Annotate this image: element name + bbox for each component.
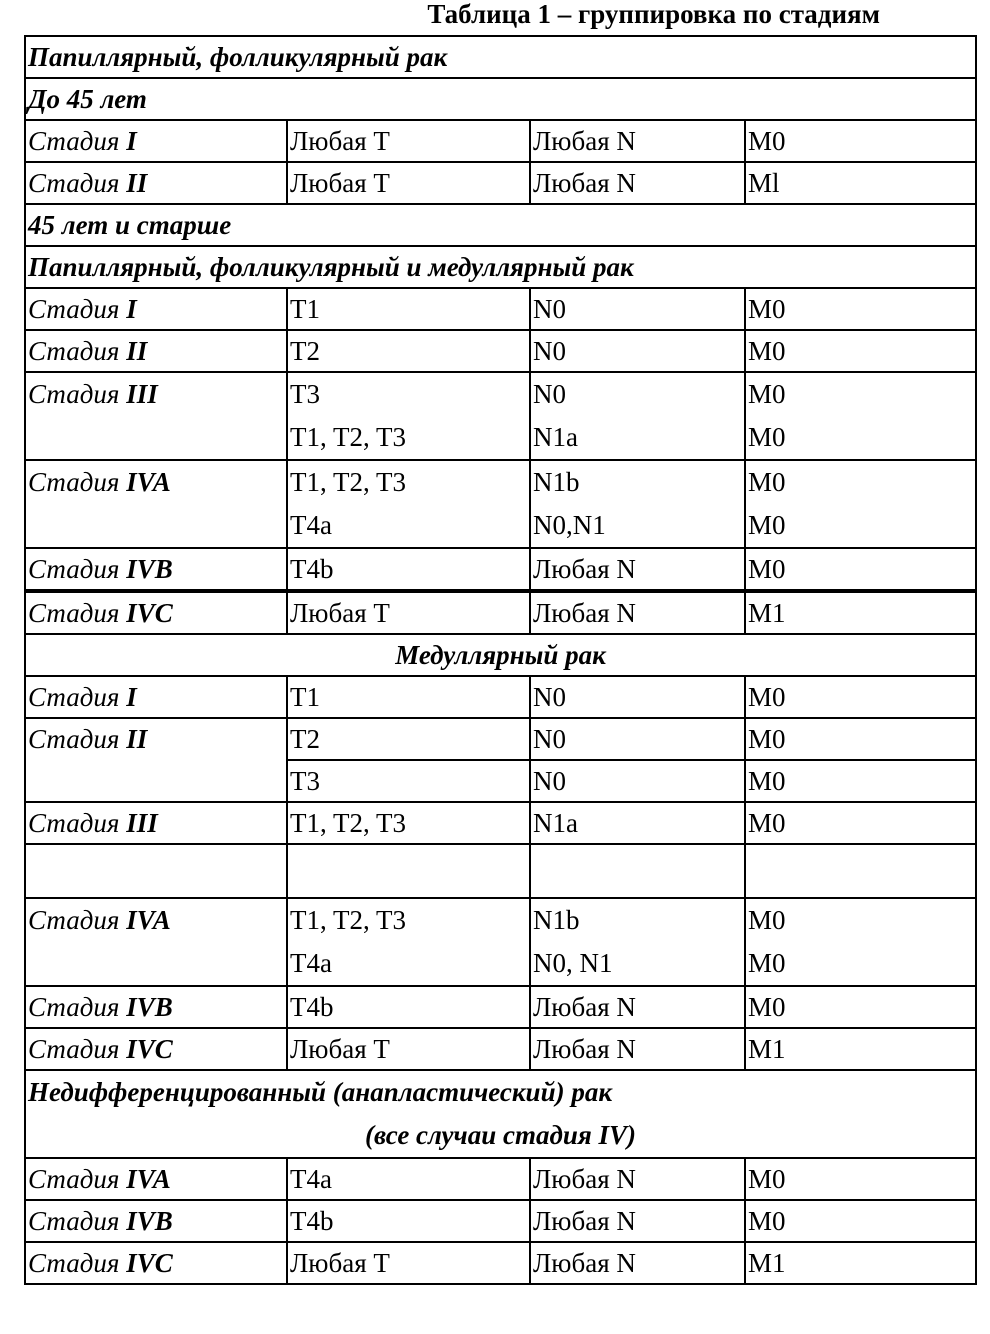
n-cell	[530, 898, 745, 986]
table-row	[25, 634, 976, 676]
m-cell	[745, 1158, 976, 1200]
m-value: M0	[748, 992, 786, 1022]
n-value: N1a	[533, 808, 578, 838]
t-value: Любая T	[290, 168, 390, 198]
table-row	[25, 460, 976, 548]
table-caption: Таблица 1 – группировка по стадиям	[427, 0, 880, 29]
t-value: T4b	[290, 554, 334, 584]
stage-cell	[25, 802, 287, 844]
t-cell	[287, 330, 530, 372]
m-value: M0	[748, 379, 786, 409]
t-cell	[287, 676, 530, 718]
staging-table	[24, 35, 977, 1285]
stage-cell	[25, 460, 287, 548]
t-value: T4a	[290, 948, 332, 978]
stage-number: II	[126, 336, 148, 366]
t-cell	[287, 718, 530, 760]
m-cell	[745, 120, 976, 162]
stage-prefix: Стадия	[28, 554, 120, 584]
n-value: N0, N1	[533, 948, 613, 978]
t-cell	[287, 1158, 530, 1200]
n-value: N0	[533, 379, 566, 409]
m-value: M0	[748, 467, 786, 497]
m-cell	[745, 802, 976, 844]
n-value: Любая N	[533, 992, 636, 1022]
m-cell	[745, 330, 976, 372]
stage-prefix: Стадия	[28, 598, 120, 628]
t-value: T1	[290, 294, 320, 324]
stage-prefix: Стадия	[28, 808, 120, 838]
m-value: M0	[748, 336, 786, 366]
stage-prefix: Стадия	[28, 126, 120, 156]
stage-cell	[25, 372, 287, 460]
m-value: M1	[748, 1034, 786, 1064]
n-cell	[530, 591, 745, 634]
n-value: Любая N	[533, 554, 636, 584]
t-cell	[287, 548, 530, 591]
m-value: M1	[748, 1248, 786, 1278]
t-cell	[287, 986, 530, 1028]
t-value: T4b	[290, 1206, 334, 1236]
n-value: N0	[533, 336, 566, 366]
m-cell	[745, 718, 976, 760]
t-value: T3	[290, 379, 320, 409]
n-cell	[530, 548, 745, 591]
table-row	[25, 372, 976, 460]
stage-prefix: Стадия	[28, 905, 120, 935]
n-value: Любая N	[533, 168, 636, 198]
stage-number: II	[126, 168, 148, 198]
t-value: Любая T	[290, 598, 390, 628]
t-value: T1, T2, T3	[290, 808, 407, 838]
table-row	[25, 162, 976, 204]
m-cell	[745, 676, 976, 718]
table-row	[25, 288, 976, 330]
stage-cell	[25, 162, 287, 204]
t-cell	[287, 760, 530, 802]
n-cell	[530, 1200, 745, 1242]
t-cell	[287, 372, 530, 460]
table-row	[25, 548, 976, 591]
staging-table-body	[25, 36, 976, 1284]
stage-number: IVA	[126, 905, 171, 935]
n-value: N1b	[533, 905, 580, 935]
table-row	[25, 330, 976, 372]
table-row	[25, 78, 976, 120]
m-cell	[745, 548, 976, 591]
stage-cell	[25, 718, 287, 802]
empty-cell	[745, 844, 976, 898]
n-value: N0	[533, 294, 566, 324]
table-row	[25, 120, 976, 162]
n-value: N1b	[533, 467, 580, 497]
n-cell	[530, 120, 745, 162]
stage-cell	[25, 898, 287, 986]
stage-number: IVA	[126, 1164, 171, 1194]
section-header: 45 лет и старше	[25, 204, 976, 246]
m-value: M0	[748, 766, 786, 796]
t-value: T2	[290, 336, 320, 366]
stage-prefix: Стадия	[28, 682, 120, 712]
n-value: Любая N	[533, 1034, 636, 1064]
t-cell	[287, 802, 530, 844]
t-value: Любая T	[290, 1034, 390, 1064]
n-value: Любая N	[533, 598, 636, 628]
n-value: N1a	[533, 422, 578, 452]
t-cell	[287, 460, 530, 548]
n-cell	[530, 1028, 745, 1070]
m-value: M1	[748, 598, 786, 628]
section-header-line: (все случаи стадия IV)	[365, 1120, 637, 1150]
n-cell	[530, 676, 745, 718]
m-value: M0	[748, 1206, 786, 1236]
stage-number: I	[126, 126, 137, 156]
stage-number: IVC	[126, 598, 173, 628]
t-value: T2	[290, 724, 320, 754]
n-cell	[530, 460, 745, 548]
table-row	[25, 986, 976, 1028]
n-cell	[530, 330, 745, 372]
t-cell	[287, 1200, 530, 1242]
table-row	[25, 676, 976, 718]
stage-cell	[25, 330, 287, 372]
stage-prefix: Стадия	[28, 294, 120, 324]
empty-cell	[287, 844, 530, 898]
m-cell	[745, 591, 976, 634]
stage-cell	[25, 1028, 287, 1070]
t-cell	[287, 591, 530, 634]
stage-number: IVB	[126, 1206, 173, 1236]
stage-prefix: Стадия	[28, 1164, 120, 1194]
table-row	[25, 802, 976, 844]
t-value: Любая T	[290, 126, 390, 156]
t-value: T4a	[290, 510, 332, 540]
t-value: T3	[290, 766, 320, 796]
empty-cell	[25, 844, 287, 898]
m-value: M0	[748, 554, 786, 584]
table-row	[25, 718, 976, 760]
stage-number: IVC	[126, 1034, 173, 1064]
m-value: M0	[748, 422, 786, 452]
m-cell	[745, 460, 976, 548]
m-value: M0	[748, 682, 786, 712]
t-cell	[287, 288, 530, 330]
stage-number: I	[126, 294, 137, 324]
m-value: M0	[748, 808, 786, 838]
stage-cell	[25, 1158, 287, 1200]
m-value: M0	[748, 126, 786, 156]
m-value: M0	[748, 724, 786, 754]
table-row	[25, 591, 976, 634]
stage-cell	[25, 986, 287, 1028]
n-value: N0,N1	[533, 510, 606, 540]
stage-number: II	[126, 724, 148, 754]
stage-number: III	[126, 379, 158, 409]
stage-cell	[25, 548, 287, 591]
n-cell	[530, 162, 745, 204]
n-value: Любая N	[533, 1164, 636, 1194]
stage-number: I	[126, 682, 137, 712]
n-value: Любая N	[533, 1206, 636, 1236]
stage-prefix: Стадия	[28, 992, 120, 1022]
stage-cell	[25, 120, 287, 162]
stage-prefix: Стадия	[28, 336, 120, 366]
m-value: Ml	[748, 168, 780, 198]
n-value: Любая N	[533, 1248, 636, 1278]
m-cell	[745, 760, 976, 802]
stage-prefix: Стадия	[28, 379, 120, 409]
table-row	[25, 844, 976, 898]
n-cell	[530, 718, 745, 760]
stage-prefix: Стадия	[28, 1206, 120, 1236]
m-value: M0	[748, 1164, 786, 1194]
m-value: M0	[748, 294, 786, 324]
n-cell	[530, 802, 745, 844]
stage-cell	[25, 591, 287, 634]
t-value: T1, T2, T3	[290, 422, 407, 452]
m-cell	[745, 1028, 976, 1070]
stage-cell	[25, 288, 287, 330]
n-cell	[530, 288, 745, 330]
section-header: Папиллярный, фолликулярный рак	[25, 36, 976, 78]
table-row	[25, 1028, 976, 1070]
section-header	[25, 1070, 976, 1158]
t-value: Любая T	[290, 1248, 390, 1278]
n-cell	[530, 760, 745, 802]
stage-number: IVB	[126, 554, 173, 584]
table-row	[25, 1200, 976, 1242]
stage-prefix: Стадия	[28, 467, 120, 497]
section-header-line: Недифференцированный (анапластический) рак	[28, 1077, 613, 1107]
m-cell	[745, 898, 976, 986]
n-value: N0	[533, 766, 566, 796]
m-value: M0	[748, 510, 786, 540]
empty-cell	[530, 844, 745, 898]
m-cell	[745, 162, 976, 204]
stage-number: IVA	[126, 467, 171, 497]
t-cell	[287, 120, 530, 162]
stage-prefix: Стадия	[28, 1248, 120, 1278]
m-cell	[745, 372, 976, 460]
n-value: Любая N	[533, 126, 636, 156]
m-cell	[745, 1242, 976, 1284]
m-cell	[745, 288, 976, 330]
m-cell	[745, 1200, 976, 1242]
t-cell	[287, 1028, 530, 1070]
stage-cell	[25, 1242, 287, 1284]
n-value: N0	[533, 724, 566, 754]
m-cell	[745, 986, 976, 1028]
t-value: T1, T2, T3	[290, 905, 407, 935]
n-value: N0	[533, 682, 566, 712]
n-cell	[530, 372, 745, 460]
stage-number: IVC	[126, 1248, 173, 1278]
table-row	[25, 36, 976, 78]
n-cell	[530, 986, 745, 1028]
table-row	[25, 1070, 976, 1158]
stage-cell	[25, 1200, 287, 1242]
t-cell	[287, 1242, 530, 1284]
stage-number: III	[126, 808, 158, 838]
t-value: T4b	[290, 992, 334, 1022]
stage-prefix: Стадия	[28, 1034, 120, 1064]
m-value: M0	[748, 948, 786, 978]
n-cell	[530, 1158, 745, 1200]
table-row	[25, 1242, 976, 1284]
section-header: Медуллярный рак	[25, 634, 976, 676]
section-header: До 45 лет	[25, 78, 976, 120]
t-value: T1, T2, T3	[290, 467, 407, 497]
stage-cell	[25, 676, 287, 718]
table-row	[25, 204, 976, 246]
t-cell	[287, 162, 530, 204]
t-value: T1	[290, 682, 320, 712]
stage-number: IVB	[126, 992, 173, 1022]
table-row	[25, 898, 976, 986]
stage-prefix: Стадия	[28, 724, 120, 754]
t-cell	[287, 898, 530, 986]
n-cell	[530, 1242, 745, 1284]
section-header: Папиллярный, фолликулярный и медуллярный рак	[25, 246, 976, 288]
t-value: T4a	[290, 1164, 332, 1194]
stage-prefix: Стадия	[28, 168, 120, 198]
table-row	[25, 1158, 976, 1200]
table-row	[25, 246, 976, 288]
m-value: M0	[748, 905, 786, 935]
